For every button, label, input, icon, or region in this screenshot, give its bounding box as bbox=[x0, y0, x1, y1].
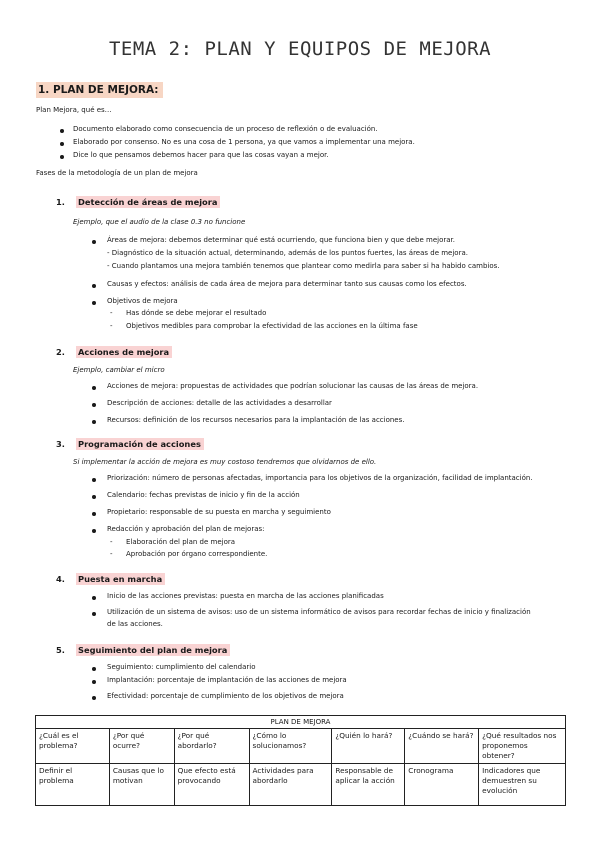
table-cell: Definir el problema bbox=[36, 764, 110, 806]
bullet-dot bbox=[92, 612, 96, 616]
phase-1-number: 1. bbox=[56, 197, 65, 207]
phases-intro: Fases de la metodología de un plan de mejora bbox=[36, 169, 198, 177]
dash-marker: - bbox=[110, 322, 113, 330]
intro-bullet: Dice lo que pensamos debemos hacer para que las cosas vayan a mejor. bbox=[73, 151, 329, 159]
bullet-dot bbox=[92, 667, 96, 671]
phase-3-subitem: Aprobación por órgano correspondiente. bbox=[126, 550, 268, 558]
intro-text: Plan Mejora, qué es… bbox=[36, 106, 112, 114]
phase-5-bullet: Efectividad: porcentaje de cumplimiento de los objetivos de mejora bbox=[107, 692, 344, 700]
phase-4-bullet: Utilización de un sistema de avisos: uso de un sistema informático de avisos para recordar fechas de inicio y finalización bbox=[107, 608, 531, 616]
bullet-dot bbox=[92, 478, 96, 482]
phase-1-bullet: Causas y efectos: análisis de cada área de mejora para determinar tanto sus causas como los efectos. bbox=[107, 280, 467, 288]
plan-de-mejora-table bbox=[35, 715, 566, 806]
phase-2-bullet: Descripción de acciones: detalle de las actividades a desarrollar bbox=[107, 399, 332, 407]
dash-marker: - bbox=[110, 550, 113, 558]
table-cell: Indicadores que demuestren su evolución bbox=[479, 764, 566, 806]
table-cell: ¿Cuál es el problema? bbox=[36, 729, 110, 764]
bullet-dot bbox=[60, 142, 64, 146]
phase-4-label: Puesta en marcha bbox=[76, 573, 165, 585]
bullet-dot bbox=[92, 420, 96, 424]
phase-2-label: Acciones de mejora bbox=[76, 346, 172, 358]
table-row bbox=[36, 729, 566, 764]
table-cell: Que efecto está provocando bbox=[174, 764, 249, 806]
table-caption: PLAN DE MEJORA bbox=[36, 716, 566, 729]
phase-3-bullet: Redacción y aprobación del plan de mejoras: bbox=[107, 525, 265, 533]
phase-2-bullet: Acciones de mejora: propuestas de actividades que podrían solucionar las causas de las áreas de mejora. bbox=[107, 382, 479, 390]
phase-3-number: 3. bbox=[56, 439, 65, 449]
table-cell: ¿Cómo lo solucionamos? bbox=[249, 729, 332, 764]
phase-1-example: Ejemplo, que el audio de la clase 0.3 no funcione bbox=[73, 218, 246, 226]
table-cell: Cronograma bbox=[405, 764, 479, 806]
intro-bullet: Elaborado por consenso. No es una cosa de 1 persona, ya que vamos a implementar una mejora. bbox=[73, 138, 415, 146]
bullet-dot bbox=[92, 495, 96, 499]
phase-3-bullet: Priorización: número de personas afectadas, importancia para los objetivos de la organización, facilidad de implantación. bbox=[107, 474, 533, 482]
phase-5-bullet: Seguimiento: cumplimiento del calendario bbox=[107, 663, 256, 671]
phase-3-subitem: Elaboración del plan de mejora bbox=[126, 538, 236, 546]
bullet-dot bbox=[92, 696, 96, 700]
bullet-dot bbox=[92, 301, 96, 305]
bullet-dot bbox=[92, 680, 96, 684]
bullet-dot bbox=[92, 529, 96, 533]
dash-marker: - bbox=[110, 309, 113, 317]
table-cell: Causas que lo motivan bbox=[109, 764, 174, 806]
table-cell: ¿Por qué abordarlo? bbox=[174, 729, 249, 764]
section-heading-plan-de-mejora: 1. PLAN DE MEJORA: bbox=[36, 82, 163, 98]
table-cell: ¿Quién lo hará? bbox=[332, 729, 405, 764]
table-cell: ¿Cuándo se hará? bbox=[405, 729, 479, 764]
phase-3-bullet: Calendario: fechas previstas de inicio y fin de la acción bbox=[107, 491, 300, 499]
table-row bbox=[36, 764, 566, 806]
table-cell: ¿Por qué ocurre? bbox=[109, 729, 174, 764]
bullet-dot bbox=[92, 512, 96, 516]
phase-1-subitem: - Diagnóstico de la situación actual, determinando, además de los puntos fuertes, las áreas de mejora. bbox=[107, 249, 468, 257]
bullet-dot bbox=[92, 596, 96, 600]
bullet-dot bbox=[92, 403, 96, 407]
phase-3-example: Si implementar la acción de mejora es muy costoso tendremos que olvidarnos de ello. bbox=[73, 458, 377, 466]
phase-1-subitem: - Cuando plantamos una mejora también tenemos que plantear como medirla para saber si ha habido cambios. bbox=[107, 262, 500, 270]
phase-5-bullet: Implantación: porcentaje de implantación de las acciones de mejora bbox=[107, 676, 347, 684]
phase-4-number: 4. bbox=[56, 574, 65, 584]
phase-1-bullet: Áreas de mejora: debemos determinar qué está ocurriendo, que funciona bien y que debe mejorar. bbox=[107, 236, 455, 244]
table-caption-row bbox=[36, 716, 566, 729]
phase-5-number: 5. bbox=[56, 645, 65, 655]
phase-3-heading bbox=[56, 439, 204, 449]
phase-1-subitem: Has dónde se debe mejorar el resultado bbox=[126, 309, 267, 317]
phase-3-label: Programación de acciones bbox=[76, 438, 204, 450]
table-cell: Actividades para abordarlo bbox=[249, 764, 332, 806]
phase-5-heading bbox=[56, 645, 230, 655]
phase-1-subitem: Objetivos medibles para comprobar la efectividad de las acciones en la última fase bbox=[126, 322, 418, 330]
phase-2-number: 2. bbox=[56, 347, 65, 357]
bullet-dot bbox=[92, 284, 96, 288]
table-cell: Responsable de aplicar la acción bbox=[332, 764, 405, 806]
phase-5-label: Seguimiento del plan de mejora bbox=[76, 644, 230, 656]
phase-4-heading bbox=[56, 574, 165, 584]
phase-2-example: Ejemplo, cambiar el micro bbox=[73, 366, 165, 374]
phase-1-label: Detección de áreas de mejora bbox=[76, 196, 220, 208]
bullet-dot bbox=[92, 386, 96, 390]
phase-3-bullet: Propietario: responsable de su puesta en marcha y seguimiento bbox=[107, 508, 331, 516]
phase-4-bullet-continuation: de las acciones. bbox=[107, 620, 163, 628]
phase-4-bullet: Inicio de las acciones previstas: puesta en marcha de las acciones planificadas bbox=[107, 592, 384, 600]
table-cell: ¿Qué resultados nos proponemos obtener? bbox=[479, 729, 566, 764]
phase-2-heading bbox=[56, 347, 172, 357]
phase-2-bullet: Recursos: definición de los recursos necesarios para la implantación de las acciones. bbox=[107, 416, 405, 424]
dash-marker: - bbox=[110, 538, 113, 546]
bullet-dot bbox=[92, 240, 96, 244]
bullet-dot bbox=[60, 155, 64, 159]
intro-bullet: Documento elaborado como consecuencia de un proceso de reflexión o de evaluación. bbox=[73, 125, 378, 133]
page-title: TEMA 2: PLAN Y EQUIPOS DE MEJORA bbox=[108, 38, 492, 60]
phase-1-heading bbox=[56, 197, 220, 207]
bullet-dot bbox=[60, 129, 64, 133]
phase-1-bullet: Objetivos de mejora bbox=[107, 297, 178, 305]
